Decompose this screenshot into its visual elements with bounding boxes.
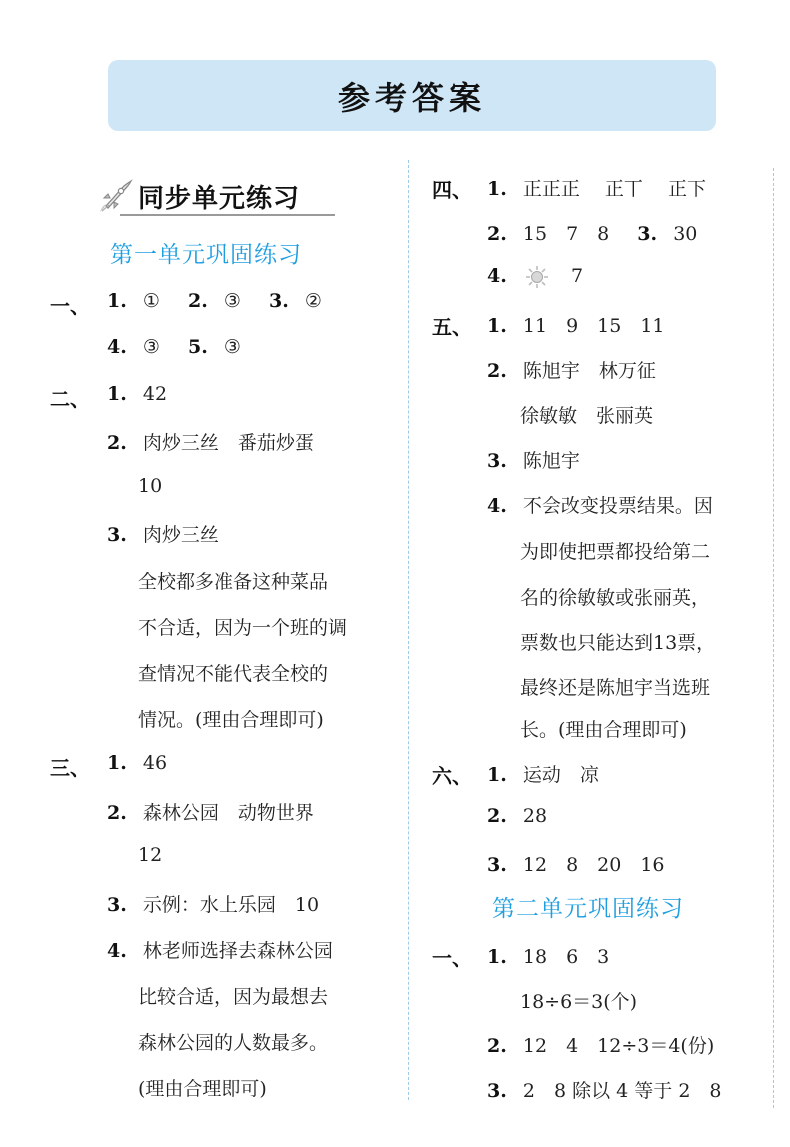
unit1-title: 第一单元巩固练习 (110, 242, 302, 268)
answer: ① (142, 290, 160, 312)
question-number: 2. (187, 290, 208, 312)
sec3-label: 三、 (50, 756, 90, 780)
answer-text-line: 为即使把票都投给第二 (520, 541, 711, 563)
u2sec1-label-row (432, 942, 472, 971)
answer: 15 7 8 (522, 223, 610, 245)
answer-text-line: 票数也只能达到13票， (520, 632, 716, 654)
rocket-icon (98, 178, 134, 214)
answer: 42 (142, 383, 168, 405)
section-title: 同步单元练习 (138, 183, 301, 214)
answer-continued: 10 (138, 475, 163, 497)
answer: 示例：水上乐园 10 (142, 894, 320, 916)
question-number: 3. (487, 450, 507, 472)
answer-row (107, 428, 314, 455)
answer-row (487, 850, 665, 877)
answer-text-line: (理由合理即可) (138, 1078, 267, 1100)
question-number: 3. (637, 223, 658, 245)
sec6-label: 六、 (432, 764, 472, 788)
left-sec1-line1 (50, 290, 90, 319)
page-title-banner (108, 60, 716, 131)
right-edge-divider (773, 168, 774, 1108)
answer: 28 (522, 805, 548, 827)
answer-row (107, 752, 167, 774)
answer: 12 4 12÷3＝4(份) (522, 1035, 715, 1057)
answer-continued: 徐敏敏 张丽英 (520, 405, 654, 427)
section-underline (120, 214, 335, 216)
question-number: 4. (487, 265, 507, 287)
question-number: 4. (487, 495, 507, 517)
question-number: 4. (107, 940, 127, 962)
answer-row (107, 290, 322, 312)
answer: 7 (570, 265, 584, 287)
answer: 不会改变投票结果。因 (522, 495, 713, 517)
answer-row (487, 760, 599, 787)
answer: 运动 凉 (522, 764, 599, 786)
answer-row (487, 219, 697, 246)
question-number: 1. (487, 764, 507, 786)
answer-row (107, 383, 167, 405)
answer-row (487, 174, 706, 201)
question-number: 4. (107, 336, 127, 358)
sec5-label: 五、 (432, 315, 472, 339)
answer: 森林公园 动物世界 (142, 802, 314, 824)
section-heading (98, 175, 338, 217)
answer: 林老师选择去森林公园 (142, 940, 333, 962)
question-number: 2. (487, 805, 507, 827)
answer: 46 (142, 752, 168, 774)
answer-text-line: 长。(理由合理即可) (520, 719, 687, 741)
answer-row (107, 336, 241, 358)
answer: ③ (223, 336, 241, 358)
answer-text-line: 全校都多准备这种菜品 (138, 571, 329, 593)
answer: 肉炒三丝 番茄炒蛋 (142, 432, 314, 454)
answer-row (107, 890, 319, 917)
question-number: 3. (107, 524, 127, 546)
answer-row (487, 805, 547, 827)
question-number: 1. (487, 946, 507, 968)
sec4-label-row (432, 174, 472, 203)
answer: ③ (142, 336, 160, 358)
sec2-label: 二、 (50, 387, 90, 411)
answer: 陈旭宇 林万征 (522, 360, 656, 382)
question-number: 5. (187, 336, 208, 358)
answer-text-line: 名的徐敏敏或张丽英， (520, 587, 711, 609)
answer-text-line: 情况。(理由合理即可) (138, 709, 324, 731)
answer-row (107, 520, 219, 547)
question-number: 1. (107, 383, 127, 405)
column-divider (408, 160, 409, 1100)
answer-text-line: 查情况不能代表全校的 (138, 663, 329, 685)
sec6-label-row (432, 760, 472, 789)
sec5-label-row (432, 311, 472, 340)
u2sec1-label: 一、 (432, 946, 472, 970)
answer-text-line: 比较合适，因为最想去 (138, 986, 329, 1008)
sec1-label: 一、 (50, 294, 90, 318)
question-number: 2. (107, 802, 127, 824)
answer-row (107, 936, 333, 963)
answer: 11 9 15 11 (522, 315, 665, 337)
question-number: 3. (107, 894, 127, 916)
answer-row (487, 1076, 722, 1103)
question-number: 1. (487, 178, 507, 200)
answer-row (487, 446, 580, 473)
question-number: 3. (487, 1080, 507, 1102)
answer: 2 8 除以 4 等于 2 8 (522, 1080, 722, 1102)
question-number: 1. (487, 315, 507, 337)
sun-icon (525, 265, 549, 289)
answer-row (107, 798, 314, 825)
answer: 陈旭宇 (522, 450, 580, 472)
page-title: 参考答案 (337, 78, 486, 117)
sec4-label: 四、 (432, 178, 472, 202)
answer-text-line: 最终还是陈旭宇当选班 (520, 677, 711, 699)
answer-row (487, 311, 665, 338)
answer: ② (304, 290, 322, 312)
unit2-title: 第二单元巩固练习 (492, 896, 684, 922)
answer-text-line: 森林公园的人数最多。 (138, 1032, 329, 1054)
question-number: 3. (487, 854, 507, 876)
question-number: 3. (268, 290, 289, 312)
answer-row (487, 265, 583, 289)
answer-continued: 12 (138, 844, 163, 866)
sec2-label-row (50, 383, 90, 412)
answer: ③ (223, 290, 241, 312)
answer-continued: 18÷6＝3(个) (520, 991, 638, 1013)
answer: 30 (673, 223, 698, 245)
answer: 12 8 20 16 (522, 854, 665, 876)
answer: 正正正 正丅 正下 (522, 178, 706, 200)
answer-row (487, 1031, 714, 1058)
answer-row (487, 356, 656, 383)
answer-row (487, 491, 713, 518)
answer: 18 6 3 (522, 946, 610, 968)
question-number: 2. (487, 360, 507, 382)
answer-text-line: 不合适，因为一个班的调 (138, 617, 348, 639)
answer-row (487, 942, 609, 969)
question-number: 1. (107, 290, 127, 312)
sec3-label-row (50, 752, 90, 781)
answer: 肉炒三丝 (142, 524, 219, 546)
question-number: 1. (107, 752, 127, 774)
question-number: 2. (487, 223, 507, 245)
question-number: 2. (487, 1035, 507, 1057)
question-number: 2. (107, 432, 127, 454)
